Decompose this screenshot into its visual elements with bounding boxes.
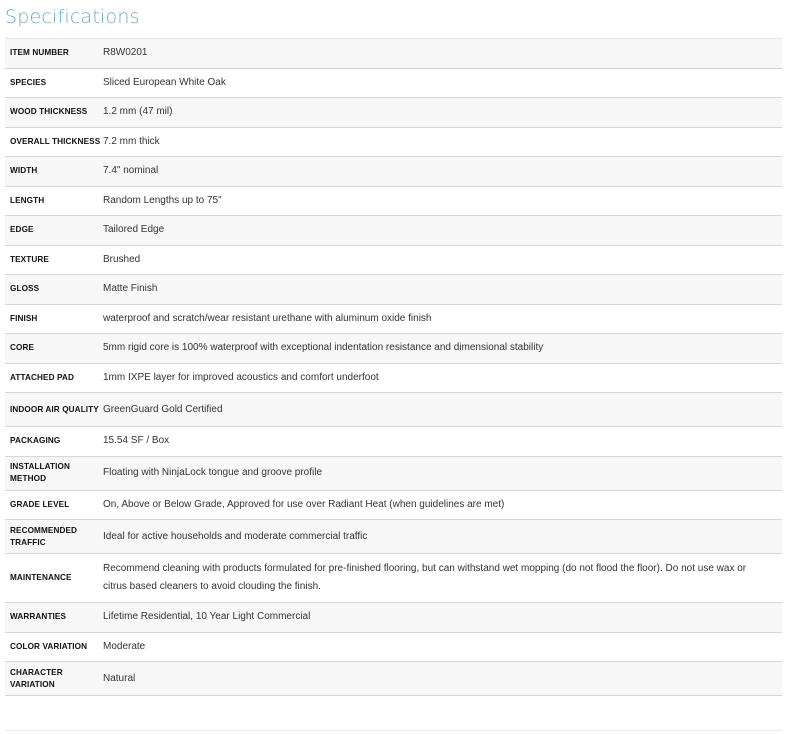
spec-row-maintenance (5, 554, 782, 603)
spec-value: Random Lengths up to 75" (103, 194, 222, 206)
spec-value: 7.2 mm thick (103, 135, 160, 147)
spec-label: WARRANTIES (10, 612, 67, 622)
spec-row-indoor-air-quality (5, 393, 782, 427)
spec-label: WIDTH (10, 166, 38, 176)
spec-value: Natural (103, 672, 136, 684)
spec-row-color-variation (5, 633, 782, 663)
spec-label: EDGE (10, 225, 34, 235)
spec-label: MAINTENANCE (10, 573, 72, 582)
spec-value: Floating with NinjaLock tongue and groove profile (103, 467, 323, 478)
spec-row-attached-pad (5, 364, 782, 394)
spec-row-installation-method (5, 457, 782, 491)
spec-value: Brushed (103, 253, 141, 265)
spec-label: OVERALL THICKNESS (10, 136, 101, 146)
spec-label: GLOSS (10, 284, 40, 294)
spec-label: FINISH (10, 313, 38, 323)
spec-row-edge (5, 216, 782, 246)
spec-value: 1.2 mm (47 mil) (103, 106, 173, 118)
spec-row-species (5, 69, 782, 99)
spec-value: GreenGuard Gold Certified (103, 403, 223, 415)
spec-label: COLOR VARIATION (10, 641, 88, 651)
spec-row-wood-thickness (5, 98, 782, 128)
spec-row-recommended-traffic (5, 520, 782, 554)
spec-label: TEXTURE (10, 254, 49, 264)
spec-label: PACKAGING (10, 436, 61, 446)
spec-row-character-variation (5, 662, 782, 696)
spec-row-gloss (5, 275, 782, 305)
spec-row-finish (5, 305, 782, 335)
spec-row-overall-thickness (5, 128, 782, 158)
spec-row-width (5, 157, 782, 187)
spec-label: INDOOR AIR QUALITY (10, 404, 99, 414)
spec-row-texture (5, 246, 782, 276)
spec-label: CORE (10, 343, 35, 353)
spec-value: On, Above or Below Grade, Approved for use over Radiant Heat (when guidelines are met) (103, 498, 505, 510)
spec-value: 15.54 SF / Box (103, 435, 170, 447)
spec-value: waterproof and scratch/wear resistant urethane with aluminum oxide finish (103, 312, 432, 324)
spec-label: RECOMMENDED TRAFFIC (10, 525, 78, 547)
spec-row-warranties (5, 603, 782, 633)
bottom-divider (5, 730, 782, 731)
spec-label: WOOD THICKNESS (10, 107, 88, 117)
spec-value: Sliced European White Oak (103, 76, 226, 88)
spec-value: 5mm rigid core is 100% waterproof with exceptional indentation resistance and dimensional stability (103, 342, 544, 354)
spec-value: Moderate (103, 640, 146, 652)
page-title: Specifications (5, 6, 140, 28)
spec-value: 7.4" nominal (103, 165, 159, 177)
spec-value: Matte Finish (103, 283, 158, 295)
spec-row-core (5, 334, 782, 364)
spec-label: ATTACHED PAD (10, 372, 74, 382)
spec-label: LENGTH (10, 195, 45, 205)
specifications-table (5, 39, 782, 696)
spec-row-length (5, 187, 782, 217)
spec-label: ITEM NUMBER (10, 48, 69, 58)
spec-row-packaging (5, 427, 782, 457)
spec-value: R8W0201 (103, 47, 148, 59)
spec-value: 1mm IXPE layer for improved acoustics and comfort underfoot (103, 371, 379, 383)
spec-value: Ideal for active households and moderate commercial traffic (103, 530, 368, 542)
spec-label: INSTALLATION METHOD (10, 462, 71, 483)
spec-label: CHARACTER VARIATION (10, 667, 63, 689)
spec-value: Lifetime Residential, 10 Year Light Commercial (103, 611, 311, 623)
spec-value: Recommend cleaning with products formulated for pre-finished flooring, but can withstand wet mopping (do not flood the floor). Do not use wax or citrus based cleaners to avoid clouding the finish. (103, 563, 747, 592)
spec-row-grade-level (5, 491, 782, 521)
spec-value: Tailored Edge (103, 224, 165, 236)
spec-row-item-number (5, 39, 782, 69)
spec-label: SPECIES (10, 77, 47, 87)
spec-label: GRADE LEVEL (10, 499, 70, 509)
